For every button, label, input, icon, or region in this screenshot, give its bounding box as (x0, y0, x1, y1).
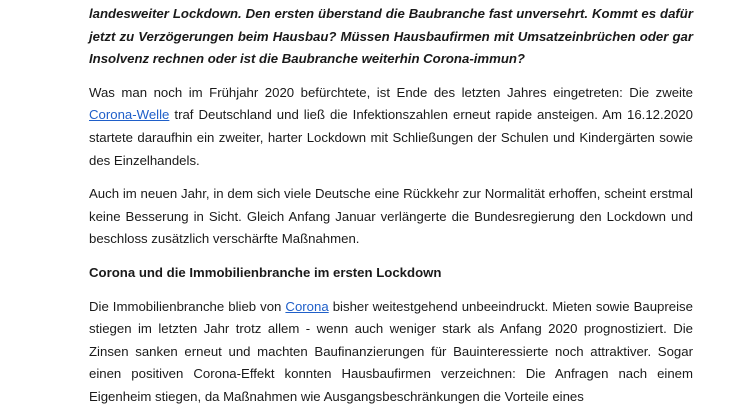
section-heading: Corona und die Immobilienbranche im ersten Lockdown (89, 264, 442, 280)
corona-link[interactable]: Corona (285, 298, 329, 314)
paragraph-text: traf Deutschland und ließ die Infektionszahlen erneut rapide ansteigen. Am 16.12.2020 startete daraufhin ein zweiter, harter Lockdown mit Schließungen der Schulen und Kindergärten sowie des Einzelhandels. (89, 107, 693, 168)
paragraph-text: Was man noch im Frühjahr 2020 befürchtete, ist Ende des letzten Jahres eingetreten: Die zweite (89, 84, 693, 100)
corona-welle-link[interactable]: Corona-Welle (89, 107, 170, 123)
paragraph-second-wave (89, 82, 693, 172)
paragraph-real-estate (89, 296, 693, 409)
paragraph-text: Die Immobilienbranche blieb von (89, 298, 286, 314)
document-page (89, 0, 693, 409)
paragraph-text: bisher weitestgehend unbeeindruckt. Mieten sowie Baupreise stiegen im letzten Jahr trotz allem - wenn auch weniger stark als Anfang 2020 prognostiziert. Die Zinsen sanken erneut und machten Baufinanzierungen für Bauinteressierte noch attraktiver. Sogar einen positiven Corona-Effekt konnten Hausbaufirmen verzeichnen: Die Anfragen nach einem Eigenheim stiegen, da Maßnahmen wie Ausgangsbeschränkungen die Vorteile eines (89, 298, 693, 404)
paragraph-new-year: Auch im neuen Jahr, in dem sich viele Deutsche eine Rückkehr zur Normalität erhoffen, scheint erstmal keine Besserung in Sicht. Gleich Anfang Januar verlängerte die Bundesregierung den Lockdown und beschloss zusätzlich verschärfte Maßnahmen. (89, 186, 693, 247)
intro-paragraph: landesweiter Lockdown. Den ersten überstand die Baubranche fast unversehrt. Kommt es dafür jetzt zu Verzögerungen beim Hausbau? Müssen Hausbaufirmen mit Umsatzeinbrüchen oder gar Insolvenz rechnen oder ist die Baubranche weiterhin Corona-immun? (89, 6, 693, 67)
